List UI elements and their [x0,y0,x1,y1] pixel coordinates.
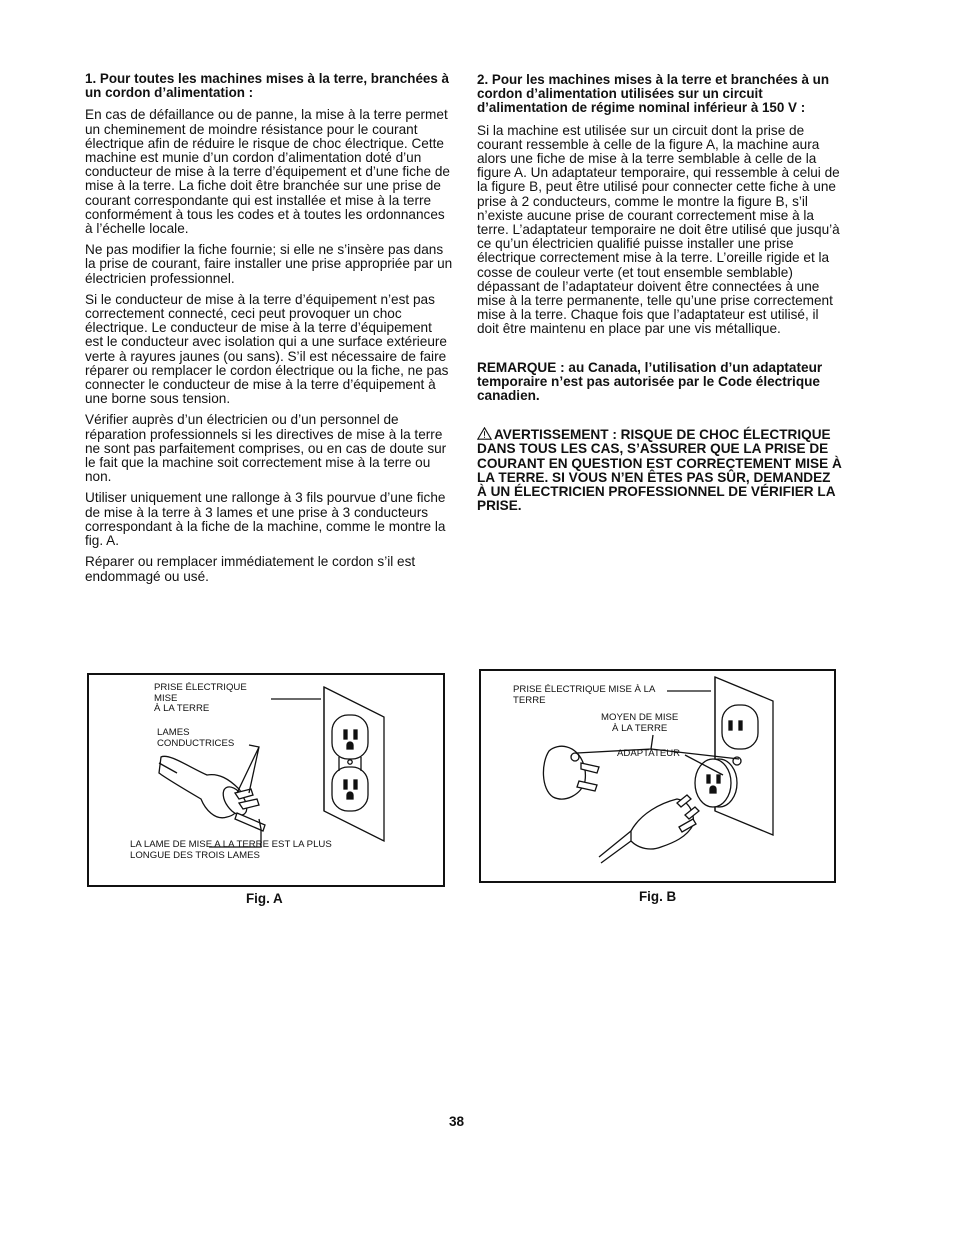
fig-a-ground-blade-label: LA LAME DE MISE A LA TERRE EST LA PLUS LONGUE DES TROIS LAMES [130,839,332,861]
warning-text: AVERTISSEMENT : RISQUE DE CHOC ÉLECTRIQUE DANS TOUS LES CAS, S’ASSURER QUE LA PRISE DE COURANT EN QUESTION EST CORRECTEMENT MISE À LA TERRE. SI VOUS N’EN ÊTES PAS SÛR, DEMANDEZ À UN ÉLECTRICIEN PROFESSIONNEL DE VÉRIFIER LA PRISE. [477,427,842,514]
remarque-note: REMARQUE : au Canada, l’utilisation d’un adaptateur temporaire n’est pas autorisée par le Code électrique canadien. [477,359,823,404]
fig-b-adapter-label: ADAPTATEUR [617,748,681,759]
figure-a [87,673,445,887]
left-column [85,72,453,591]
section-2-heading: 2. Pour les machines mises à la terre et branchées à un cordon d’alimentation utilisées sur un circuit d’alimentation de régime nominal inférieur à 150 V : [477,72,830,116]
fig-a-blades-label: LAMES CONDUCTRICES [157,727,235,749]
figure-b [479,669,836,883]
fig-a-caption: Fig. A [246,891,283,906]
section-1-heading: 1. Pour toutes les machines mises à la terre, branchées à un cordon d’alimentation : [85,71,449,101]
right-column [477,73,842,520]
fig-b-caption: Fig. B [639,889,677,904]
fig-a-outlet-label: PRISE ÉLECTRIQUE MISE À LA TERRE [154,682,247,715]
left-paragraph-5: Utiliser uniquement une rallonge à 3 fils pourvue d’une fiche de mise à la terre à 3 lames et une prise à 3 conducteurs correspondant à la fiche de la machine, comme le montre la fig. A. [85,490,446,549]
warning-block [477,427,842,513]
warning-triangle-icon [477,427,492,440]
left-paragraph-2: Ne pas modifier la fiche fournie; si elle ne s’insère pas dans la prise de courant, faire installer une prise appropriée par un électricien professionnel. [85,242,453,286]
left-paragraph-6: Réparer ou remplacer immédiatement le cordon s’il est endommagé ou usé. [85,554,416,584]
left-paragraph-4: Vérifier auprès d’un électricien ou d’un personnel de réparation professionnels si les directives de mise à la terre ne sont pas parfaitement comprises, ou en cas de doute sur le fait que la machine soit correctement mise à la terre ou non. [85,412,447,485]
fig-b-outlet-label: PRISE ÉLECTRIQUE MISE À LA TERRE [513,684,656,706]
fig-b-grounding-means-label: MOYEN DE MISE À LA TERRE [601,712,679,734]
right-paragraph: Si la machine est utilisée sur un circuit dont la prise de courant ressemble à celle de la figure A, la machine aura alors une fiche de mise à la terre semblable à celle de la figure A. Un adaptateur temporaire, qui ressemble à celui de la figure B, peut être utilisé pour connecter cette fiche à une prise à 2 conducteurs, comme le montre la figure B, s’il n’existe aucune prise de courant correctement mise à la terre. L’adaptateur temporaire ne doit être utilisé que jusqu’à ce qu’un électricien qualifié puisse installer une prise électrique correctement mise à la terre. L’oreille rigide et la cosse de couleur verte (et tout ensemble semblable) dépassant de l’adaptateur doivent être connectées à une mise à la terre permanente, telle qu’une prise correctement mise à la terre. Chaque fois que l’adaptateur est utilisé, il doit être maintenu en place par une vis métallique. [477,122,840,337]
page-number: 38 [449,1114,465,1129]
left-paragraph-3: Si le conducteur de mise à la terre d’équipement n’est pas correctement connecté, ceci peut provoquer un choc électrique. Le conducteur de mise à la terre d’équipement est le conducteur avec isolation qui a une surface extérieure verte à rayures jaunes (ou sans). S’il est nécessaire de faire réparer ou remplacer le cordon électrique ou la fiche, ne pas connecter le conducteur de mise à la terre d’équipement à une borne sous tension. [85,291,449,407]
left-paragraph-1: En cas de défaillance ou de panne, la mise à la terre permet un cheminement de moindre résistance pour le courant électrique afin de réduire le risque de choc électrique. Cette machine est munie d’un cordon d’alimentation doté d’un conducteur de mise à la terre d’équipement et d’une fiche de mise à la terre. La fiche doit être branchée sur une prise de courant correspondante qui est installée et mise à la terre conformément à tous les codes et à toutes les ordonnances à l’échelle locale. [85,107,450,237]
